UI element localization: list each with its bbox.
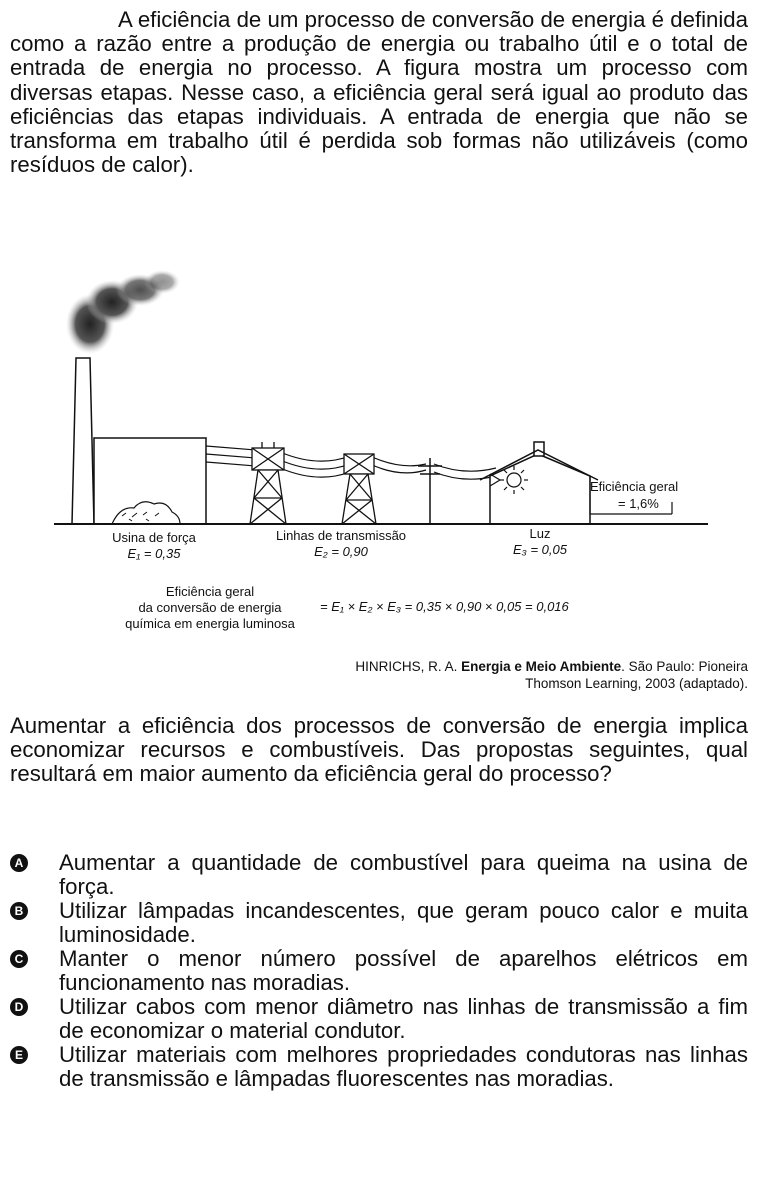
- option-b-text: Utilizar lâmpadas incandescentes, que geram pouco calor e muita luminosidade.: [59, 898, 748, 948]
- source-citation: [355, 658, 748, 692]
- option-c[interactable]: [10, 947, 748, 995]
- source-title: Energia e Meio Ambiente: [461, 659, 622, 674]
- transmission-tower-1: [250, 442, 286, 524]
- option-b-badge: B: [10, 902, 28, 920]
- light-efficiency: E₃ = 0,05: [513, 542, 567, 557]
- option-c-badge: C: [10, 950, 28, 968]
- formula-label-line-3: química em energia luminosa: [125, 616, 295, 631]
- option-a[interactable]: [10, 851, 748, 899]
- transmission-lines-label: Linhas de transmissão: [275, 528, 407, 543]
- power-plant-label: Usina de força: [112, 530, 196, 545]
- transmission-lines-efficiency: E₂ = 0,90: [314, 544, 368, 559]
- source-publisher: . São Paulo: Pioneira: [621, 659, 748, 674]
- house: [480, 442, 598, 524]
- overall-efficiency-label: Eficiência geral: [590, 479, 679, 494]
- option-b[interactable]: [10, 899, 748, 947]
- option-c-text: Manter o menor número possível de aparelhos elétricos em funcionamento nas moradias.: [59, 946, 748, 996]
- option-d[interactable]: [10, 995, 748, 1043]
- option-e-text: Utilizar materiais com melhores propriedades condutoras nas linhas de transmissão e lâmpadas fluorescentes nas moradias.: [59, 1042, 748, 1092]
- option-e-badge: E: [10, 1046, 28, 1064]
- intro-paragraph: A eficiência de um processo de conversão de energia é definida como a razão entre a produção de energia ou trabalho útil e o total de entrada de energia no processo. A figura mostra um processo com diversas etapas. Nesse caso, a eficiência geral será igual ao produto das eficiências das etapas individuais. A entrada de energia que não se transforma em trabalho útil é perdida sob formas não utilizáveis (como resíduos de calor).: [10, 7, 748, 178]
- option-d-badge: D: [10, 998, 28, 1016]
- source-edition: Thomson Learning, 2003 (adaptado).: [525, 676, 748, 691]
- source-author: HINRICHS, R. A.: [355, 659, 462, 674]
- option-d-text: Utilizar cabos com menor diâmetro nas linhas de transmissão a fim de economizar o material condutor.: [59, 994, 748, 1044]
- overall-efficiency-value: = 1,6%: [618, 496, 659, 511]
- smoke-plume: [66, 270, 180, 354]
- question-stem: Aumentar a eficiência dos processos de conversão de energia implica economizar recursos e combustíveis. Das propostas seguintes, qual resultará em maior aumento da eficiência geral do processo?: [10, 713, 748, 787]
- option-a-text: Aumentar a quantidade de combustível para queima na usina de força.: [59, 850, 748, 900]
- option-e[interactable]: [10, 1043, 748, 1116]
- option-a-badge: A: [10, 854, 28, 872]
- power-plant-efficiency: E₁ = 0,35: [127, 546, 181, 561]
- formula-label-line-2: da conversão de energia: [138, 600, 282, 615]
- efficiency-formula: = E₁ × E₂ × E₃ = 0,35 × 0,90 × 0,05 = 0,016: [320, 599, 569, 614]
- utility-pole: [418, 458, 442, 524]
- energy-conversion-figure: [50, 262, 710, 646]
- transmission-tower-2: [342, 454, 376, 524]
- light-label: Luz: [529, 526, 551, 541]
- chimney: [72, 358, 94, 524]
- answer-options: [10, 851, 748, 1116]
- formula-label-line-1: Eficiência geral: [165, 584, 255, 599]
